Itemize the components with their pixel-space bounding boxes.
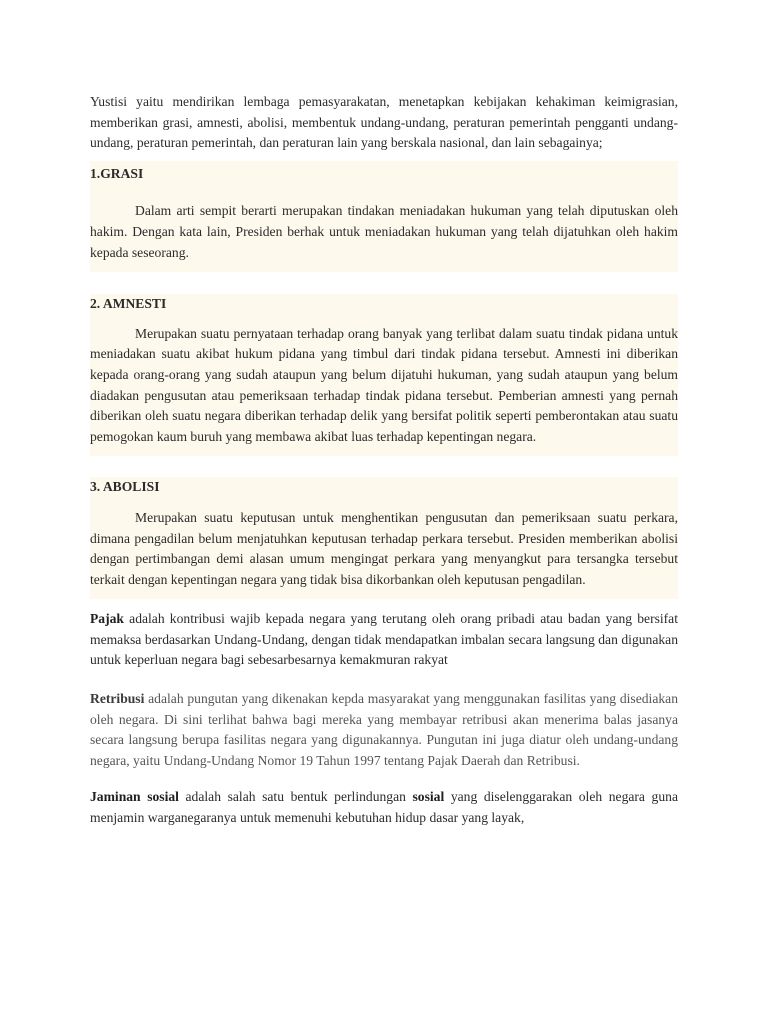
section-amnesti (90, 294, 678, 456)
retribusi-definition: adalah pungutan yang dikenakan kepda masyarakat yang menggunakan fasilitas yang disediakan oleh negara. Di sini terlihat bahwa bagi mereka yang membayar retribusi akan menerima balas jasanya secara langsung berupa fasilitas negara yang digunakannya. Pungutan ini juga diatur oleh undang-undang negara, yaitu Undang-Undang Nomor 19 Tahun 1997 tentang Pajak Daerah dan Retribusi. (90, 691, 678, 768)
pajak-definition: adalah kontribusi wajib kepada negara yang terutang oleh orang pribadi atau badan yang bersifat memaksa berdasarkan Undang-Undang, dengan tidak mendapatkan imbalan secara langsung dan digunakan untuk keperluan negara bagi sebesarbesarnya kemakmuran rakyat (90, 611, 678, 668)
jaminan-sosial-term: Jaminan sosial (90, 789, 179, 805)
pajak-paragraph (90, 609, 678, 671)
amnesti-paragraph: Merupakan suatu pernyataan terhadap orang banyak yang terlibat dalam suatu tindak pidana untuk meniadakan suatu akibat hukum pidana yang timbul dari tindak pidana tersebut. Amnesti ini diberikan kepada orang-orang yang sudah ataupun yang belum dijatuhi hukuman, yang sudah ataupun yang belum diadakan pengusutan atau pemeriksaan terhadap tindak pidana tersebut. Pemberian amnesti yang pernah diberikan oleh suatu negara diberikan terhadap delik yang bersifat politik seperti pemberontakan atau suatu pemogokan kaum buruh yang membawa akibat luas terhadap kepentingan negara. (90, 325, 678, 444)
jaminan-sosial-definition-b: yang diselenggarakan oleh negara guna menjamin warganegaranya untuk memenuhi kebutuhan hidup dasar yang layak, (90, 789, 678, 826)
retribusi-term: Retribusi (90, 691, 145, 707)
sosial-term: sosial (412, 789, 445, 805)
retribusi-paragraph (90, 689, 678, 771)
grasi-paragraph: Dalam arti sempit berarti merupakan tindakan meniadakan hukuman yang telah diputuskan oleh hakim. Dengan kata lain, Presiden berhak untuk meniadakan hukuman yang telah dijatuhkan oleh hakim kepada seseorang. (90, 203, 678, 260)
document-body (90, 92, 678, 829)
section-abolisi (90, 477, 678, 599)
section-grasi (90, 161, 678, 272)
grasi-heading: 1.GRASI (90, 165, 144, 181)
abolisi-heading: 3. ABOLISI (90, 479, 160, 495)
intro-paragraph: Yustisi yaitu mendirikan lembaga pemasyarakatan, menetapkan kebijakan kehakiman keimigrasian, memberikan grasi, amnesti, abolisi, membentuk undang-undang, peraturan pemerintah pengganti undang-undang, peraturan pemerintah, dan peraturan lain yang berskala nasional, dan lain sebagainya; (90, 94, 678, 151)
jaminan-sosial-definition-a: adalah salah satu bentuk perlindungan (178, 789, 413, 805)
jaminan-sosial-paragraph (90, 787, 678, 828)
amnesti-heading: 2. AMNESTI (90, 296, 167, 312)
pajak-term: Pajak (90, 611, 124, 627)
abolisi-paragraph: Merupakan suatu keputusan untuk menghentikan pengusutan dan pemeriksaan suatu perkara, dimana pengadilan belum menjatuhkan keputusan terhadap perkara tersebut. Presiden memberikan abolisi dengan pertimbangan demi alasan umum mengingat perkara yang menyangkut para tersangka tersebut terkait dengan kepentingan negara yang tidak bisa dikorbankan oleh keputusan pengadilan. (90, 509, 678, 587)
